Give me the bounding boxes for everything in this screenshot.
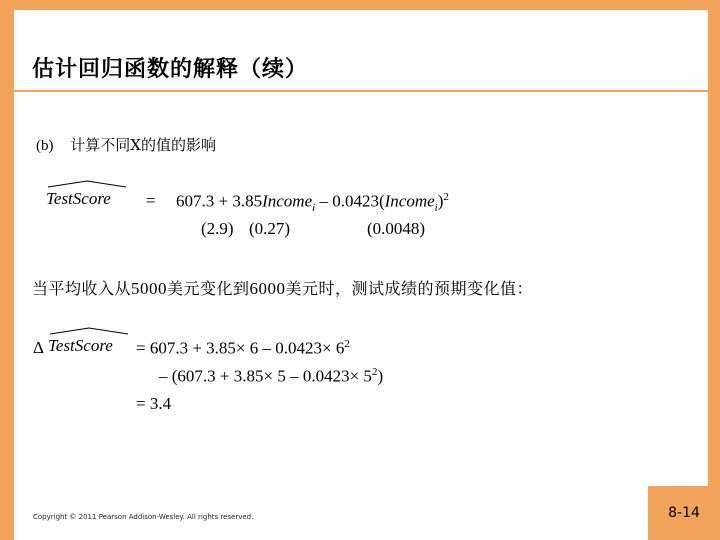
- subtitle: [36, 134, 216, 155]
- subtitle-tag: (b): [36, 138, 54, 154]
- eq1-se-2: (0.27): [249, 219, 291, 238]
- subtitle-text: 计算不同X的值的影响: [70, 136, 216, 154]
- eq2-line-1: = $607.3 + 3.85\times 6 - 0.0423\times 6^2$: [136, 338, 350, 358]
- hat-symbol-2: [48, 327, 130, 335]
- copyright-text: Copyright © 2011 Pearson Addison-Wesley. All rights reserved.: [33, 513, 254, 521]
- title-divider: [14, 90, 708, 92]
- eq1-rhs: 607.3 + 3.85Income$_i$ – 0.0423(Income$_i$)$^2$: [176, 191, 449, 215]
- body-text: 当平均收入从5000美元变化到6000美元时，测试成绩的预期变化值：: [32, 279, 534, 298]
- page-number: 8-14: [648, 486, 720, 540]
- eq2-line-3: = 3.4: [136, 394, 172, 413]
- eq2-line-2: – $(607.3 + 3.85\times 5 - 0.0423\times 5^2)$: [159, 366, 384, 386]
- eq1-se-3: (0.0048): [367, 219, 426, 238]
- eq1-equals: =: [146, 191, 156, 210]
- delta-symbol: Δ: [33, 338, 44, 357]
- eq1-lhs: TestScore: [46, 189, 111, 208]
- eq1-se-1: (2.9): [201, 219, 234, 238]
- eq2-lhs: TestScore: [48, 336, 113, 355]
- slide-title: 估计回归函数的解释（续）: [32, 56, 309, 82]
- hat-symbol: [46, 180, 128, 188]
